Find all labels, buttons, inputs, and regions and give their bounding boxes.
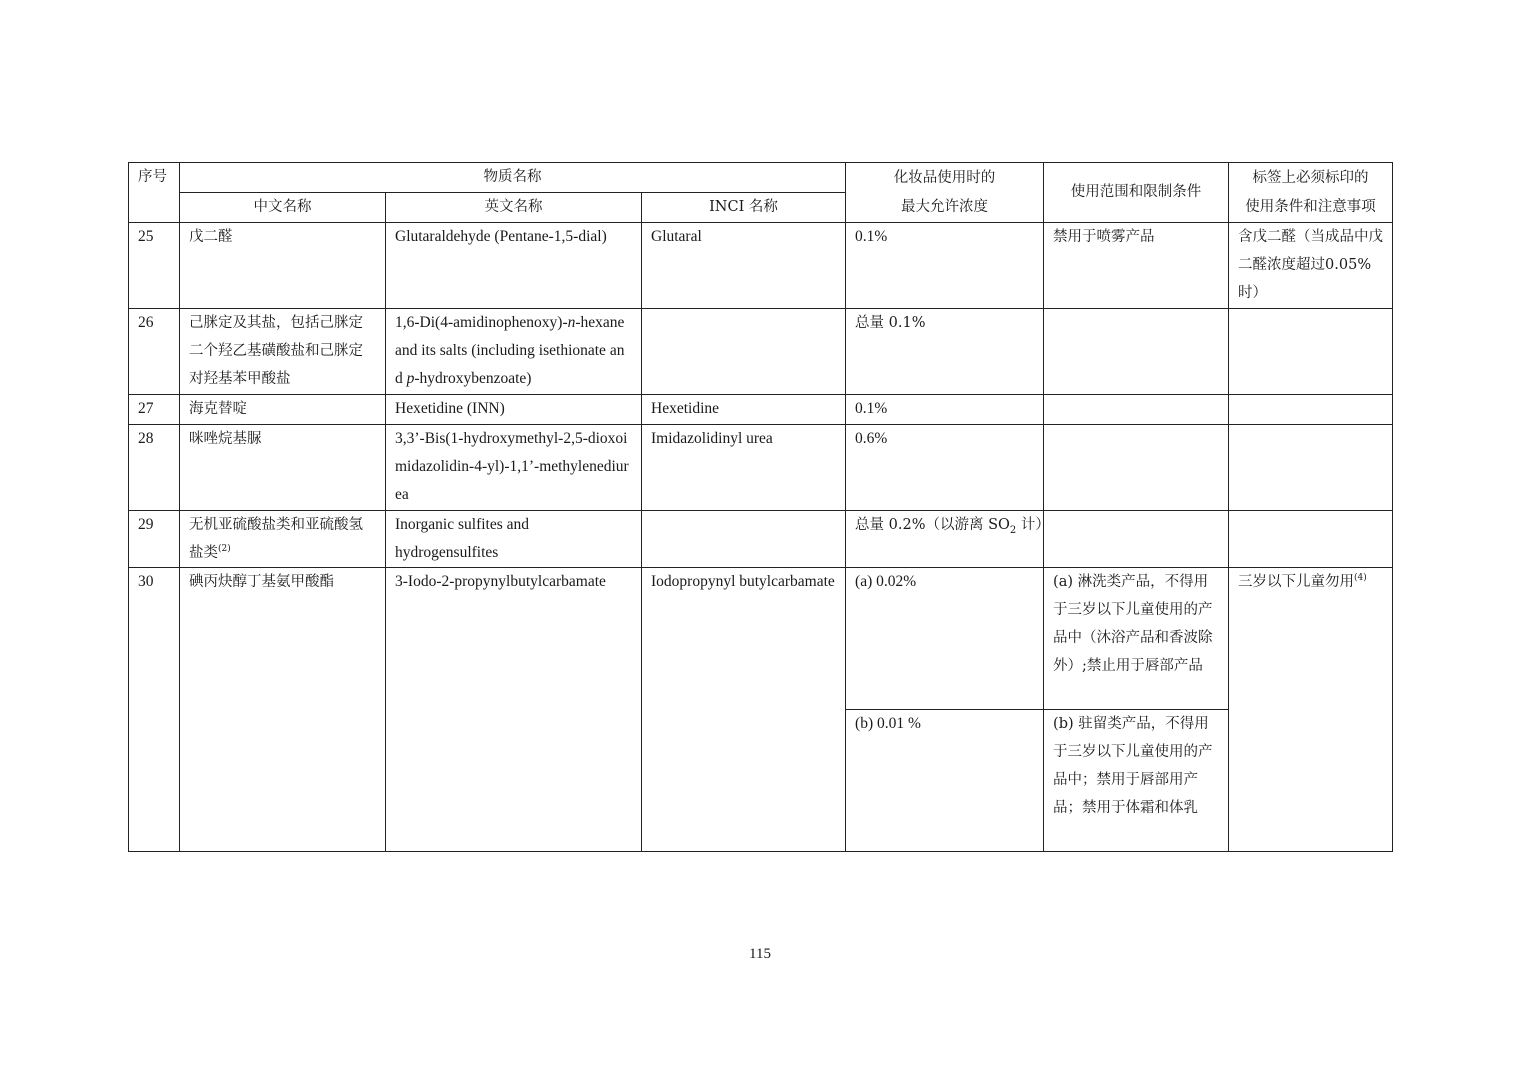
cell-max-concentration: 总量 0.1% <box>846 309 1044 395</box>
cell-chinese-name: 海克替啶 <box>180 395 386 425</box>
cell-english-name <box>386 309 642 395</box>
header-scope: 使用范围和限制条件 <box>1044 163 1229 223</box>
page-number: 115 <box>749 946 771 962</box>
header-substance-name: 物质名称 <box>180 163 846 193</box>
english-italic: n <box>567 314 576 331</box>
header-english-name: 英文名称 <box>386 193 642 223</box>
header-inci-name: INCI 名称 <box>642 193 846 223</box>
header-max-concentration <box>846 163 1044 223</box>
cell-max-concentration <box>846 511 1050 568</box>
cell-inci-name: Imidazolidinyl urea <box>642 425 846 511</box>
cell-scope-a: (a) 淋洗类产品，不得用于三岁以下儿童使用的产品中（沐浴产品和香波除外）;禁止用于唇部产品 <box>1044 568 1229 710</box>
cell-english-name: 3,3’-Bis(1-hydroxymethyl-2,5-dioxoimidazolidin-4-yl)-1,1’-methylenediurea <box>386 425 642 511</box>
label-text: 三岁以下儿童勿用 <box>1238 574 1355 590</box>
cell-seq: 30 <box>129 568 180 852</box>
chinese-text: 无机亚硫酸盐类和亚硫酸氢盐类 <box>189 517 363 561</box>
cell-scope-b: (b) 驻留类产品，不得用于三岁以下儿童使用的产品中；禁用于唇部用产品；禁用于体霜和体乳 <box>1044 710 1229 852</box>
cell-chinese-name: 咪唑烷基脲 <box>180 425 386 511</box>
cell-seq: 27 <box>129 395 180 425</box>
cell-label <box>1229 395 1393 425</box>
english-text: -hydroxybenzoate) <box>414 370 532 387</box>
english-text: 1,6-Di(4-amidinophenoxy)- <box>395 314 568 331</box>
cell-seq: 29 <box>129 511 180 568</box>
table-row <box>129 395 1393 425</box>
cell-chinese-name <box>180 511 386 568</box>
cell-label <box>1229 425 1393 511</box>
cell-label <box>1229 568 1393 852</box>
conc-text: 计） <box>1016 517 1050 533</box>
cell-label: 含戊二醛（当成品中戊二醛浓度超过0.05%时） <box>1229 223 1393 309</box>
cell-inci-name: Glutaral <box>642 223 846 309</box>
cell-english-name: Hexetidine (INN) <box>386 395 642 425</box>
table-row <box>129 309 1393 395</box>
cell-inci-name: Iodopropynyl butylcarbamate <box>642 568 846 852</box>
table-row <box>129 425 1393 511</box>
cell-inci-name <box>642 309 846 395</box>
cell-chinese-name: 戊二醛 <box>180 223 386 309</box>
restricted-substances-table <box>128 162 1393 852</box>
cell-chinese-name: 碘丙炔醇丁基氨甲酸酯 <box>180 568 386 852</box>
cell-scope <box>1044 425 1229 511</box>
footnote-marker: (4) <box>1354 573 1367 584</box>
header-label-line2: 使用条件和注意事项 <box>1245 198 1376 215</box>
footnote-marker: (2) <box>218 544 231 555</box>
table-row <box>129 568 1393 710</box>
header-max-conc-line2: 最大允许浓度 <box>901 198 989 215</box>
english-italic: p <box>406 370 415 387</box>
cell-max-concentration: 0.1% <box>846 395 1044 425</box>
cell-max-concentration-a: (a) 0.02% <box>846 568 1044 710</box>
conc-text: 总量 0.2%（以游离 SO <box>855 517 1010 533</box>
cell-english-name: Inorganic sulfites and hydrogensulfites <box>386 511 642 568</box>
cell-seq: 28 <box>129 425 180 511</box>
cell-max-concentration: 0.1% <box>846 223 1044 309</box>
cell-chinese-name: 己脒定及其盐，包括己脒定二个羟乙基磺酸盐和己脒定对羟基苯甲酸盐 <box>180 309 386 395</box>
english-text: -hexane and its salts (including isethionate and <box>395 314 625 387</box>
header-label-conditions <box>1229 163 1393 223</box>
header-label-line1: 标签上必须标印的 <box>1252 169 1369 186</box>
table-row <box>129 511 1393 568</box>
cell-label <box>1229 309 1393 395</box>
table-row <box>129 223 1393 309</box>
header-seq: 序号 <box>129 163 180 223</box>
cell-max-concentration-b: (b) 0.01 % <box>846 710 1044 852</box>
cell-seq: 25 <box>129 223 180 309</box>
header-chinese-name: 中文名称 <box>180 193 386 223</box>
cell-english-name: 3-Iodo-2-propynylbutylcarbamate <box>386 568 642 852</box>
cell-scope <box>1044 395 1229 425</box>
cell-seq: 26 <box>129 309 180 395</box>
cell-inci-name <box>642 511 846 568</box>
cell-inci-name: Hexetidine <box>642 395 846 425</box>
header-max-conc-line1: 化妆品使用时的 <box>893 169 996 186</box>
cell-max-concentration: 0.6% <box>846 425 1044 511</box>
subscript: 2 <box>1009 524 1017 536</box>
cell-label <box>1229 511 1393 568</box>
cell-english-name: Glutaraldehyde (Pentane-1,5-dial) <box>386 223 642 309</box>
cell-scope <box>1044 309 1229 395</box>
cell-scope: 禁用于喷雾产品 <box>1044 223 1229 309</box>
table-header-row-1 <box>129 163 1393 193</box>
cell-scope <box>1044 511 1229 568</box>
